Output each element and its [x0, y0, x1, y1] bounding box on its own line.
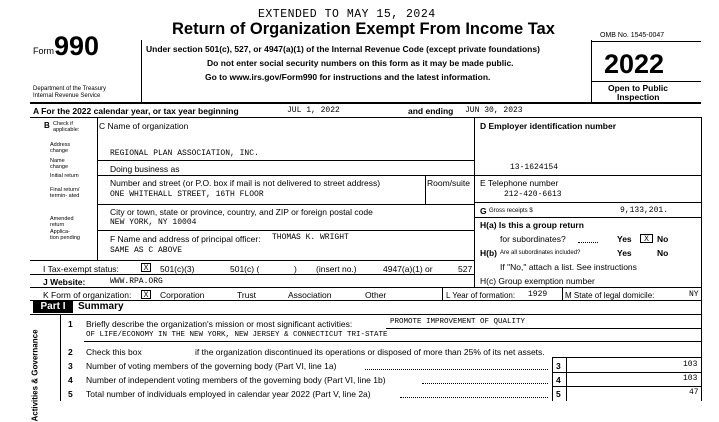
- organization-name: REGIONAL PLAN ASSOCIATION, INC.: [110, 149, 259, 158]
- ha-leader-dots: [578, 242, 598, 243]
- opt-527: 527: [458, 264, 473, 274]
- right-edge: [701, 117, 702, 401]
- tax-year-end: JUN 30, 2023: [465, 106, 523, 115]
- room-divider: [425, 175, 426, 204]
- line3-top: [552, 357, 701, 358]
- line4-number: 4: [68, 375, 73, 385]
- ssn-notice: Do not enter social security numbers on this form as it may be made public.: [207, 58, 514, 68]
- g-label: G: [480, 206, 487, 216]
- hb-no: No: [657, 248, 669, 258]
- opt-501c-close: ): [294, 264, 297, 274]
- tax-year-begin: JUL 1, 2022: [287, 106, 340, 115]
- check-if-applicable: Check if applicable:: [53, 121, 80, 133]
- b-amended-return[interactable]: Amended return: [50, 216, 74, 228]
- omb-underline: [591, 41, 701, 42]
- street-address: ONE WHITEHALL STREET, 16TH FLOOR: [110, 190, 264, 199]
- c-row-line-1: [97, 160, 474, 161]
- website-value: WWW.RPA.ORG: [110, 277, 163, 286]
- tax-exempt-label: I Tax-exempt status:: [43, 264, 119, 274]
- line2-number: 2: [68, 347, 73, 357]
- section-b-label: B: [44, 121, 50, 130]
- c-d-divider: [474, 117, 475, 260]
- doing-business-as: Doing business as: [110, 164, 180, 174]
- b-name-change[interactable]: Name change: [50, 158, 69, 170]
- opt-trust: Trust: [237, 290, 257, 300]
- tax-year: 2022: [604, 49, 665, 79]
- hb-label: H(b): [480, 248, 497, 258]
- hc-label: H(c) Group exemption number: [480, 276, 595, 286]
- mission-underline-2: [84, 341, 701, 342]
- d-row-line-3: [474, 217, 701, 218]
- opt-corporation: Corporation: [160, 290, 205, 300]
- form-of-org-label: K Form of organization:: [43, 290, 132, 300]
- form-subtitle: Under section 501(c), 527, or 4947(a)(1) of the Internal Revenue Code (except private foundations): [146, 44, 540, 54]
- line5-leader: [400, 397, 548, 398]
- m-divider: [562, 287, 563, 300]
- omb-number: OMB No. 1545-0047: [600, 32, 665, 39]
- line3-box: 3: [556, 361, 561, 371]
- telephone-label: E Telephone number: [480, 178, 559, 188]
- city-state-zip: NEW YORK, NY 10004: [110, 218, 197, 227]
- opt-other: Other: [365, 290, 387, 300]
- part1-header-bottom: [30, 314, 701, 315]
- corporation-checkbox[interactable]: X: [141, 290, 151, 299]
- line5-number: 5: [68, 389, 73, 399]
- b-address-change[interactable]: Address change: [50, 142, 71, 154]
- irs-link-notice: Go to www.irs.gov/Form990 for instructions and the latest information.: [205, 72, 491, 82]
- box-col-right: [566, 357, 567, 401]
- b-application-pending[interactable]: Applica- tion pending: [50, 229, 80, 241]
- part1-top: [30, 300, 701, 301]
- state-domicile-label: M State of legal domicile:: [565, 291, 655, 300]
- mission-underline-1: [386, 328, 701, 329]
- line3-leader: [365, 369, 548, 370]
- d-row-line-1: [474, 175, 701, 176]
- hb-subtext: Are all subordinates included?: [500, 250, 581, 256]
- header-bottom-rule: [30, 102, 701, 104]
- line4-leader: [422, 383, 548, 384]
- principal-officer-label: F Name and address of principal officer:: [110, 234, 261, 244]
- inspection: Inspection: [617, 92, 660, 102]
- line4-value: 103: [683, 374, 698, 383]
- line5-text: Total number of individuals employed in calendar year 2022 (Part V, line 2a): [86, 389, 371, 399]
- line1-text: Briefly describe the organization's mission or most significant activities:: [86, 319, 353, 329]
- ha-subtext: for subordinates?: [500, 234, 566, 244]
- c-row-line-2: [97, 175, 474, 176]
- city-label: City or town, state or province, country, and ZIP or foreign postal code: [110, 207, 373, 217]
- opt-501c3: 501(c)(3): [160, 264, 195, 274]
- ha-label: H(a) Is this a group return: [480, 220, 584, 230]
- website-label: J Website:: [43, 277, 86, 287]
- extension-notice: EXTENDED TO MAY 15, 2024: [258, 8, 436, 21]
- line4-text: Number of independent voting members of the governing body (Part VI, line 1b): [86, 375, 386, 385]
- line5-box: 5: [556, 389, 561, 399]
- telephone-value: 212-420-6613: [504, 190, 562, 199]
- line-k-top: [30, 287, 701, 288]
- ha-no-checkbox[interactable]: X: [640, 234, 653, 243]
- line-a-label: A For the 2022 calendar year, or tax year beginning: [33, 106, 239, 116]
- box-col-left: [552, 357, 553, 401]
- year-underline: [591, 81, 701, 82]
- c-row-line-4: [97, 230, 474, 231]
- line5-value: 47: [689, 388, 699, 397]
- opt-501c: 501(c) (: [230, 264, 260, 274]
- gross-receipts-value: 9,133,201.: [620, 206, 669, 215]
- state-domicile-value: NY: [689, 290, 699, 299]
- b-initial-return[interactable]: Initial return: [50, 173, 79, 179]
- ein-label: D Employer identification number: [480, 121, 617, 131]
- hc-divider: [474, 260, 475, 287]
- principal-officer-name: THOMAS K. WRIGHT: [272, 233, 349, 242]
- side-label-activities: Activities & Governance: [30, 329, 40, 422]
- b-final-return[interactable]: Final return/ termin- ated: [50, 187, 80, 199]
- c-row-line-3: [97, 204, 474, 205]
- c-name-label: C Name of organization: [99, 121, 189, 131]
- form-label: Form: [33, 46, 54, 56]
- mission-line-2: OF LIFE/ECONOMY IN THE NEW YORK, NEW JERSEY & CONNECTICUT TRI-STATE: [86, 331, 388, 339]
- line2-checkbox[interactable]: [148, 346, 158, 355]
- line-i-top: [30, 260, 474, 261]
- line2-text-rest: if the organization discontinued its operations or disposed of more than 25% of its net assets.: [195, 347, 545, 357]
- opt-association: Association: [288, 290, 332, 300]
- ein-value: 13-1624154: [510, 163, 559, 172]
- line3-number: 3: [68, 361, 73, 371]
- year-formation-label: L Year of formation:: [446, 291, 516, 300]
- line1-number: 1: [68, 319, 73, 329]
- hb-yes: Yes: [617, 248, 632, 258]
- room-suite-label: Room/suite: [427, 178, 470, 188]
- line2-text: Check this box: [86, 347, 142, 357]
- part1-tag: Part I: [33, 301, 73, 313]
- form-number: 990: [54, 31, 100, 61]
- open-public: Open to Public: [608, 83, 668, 93]
- line4-box: 4: [556, 375, 561, 385]
- year-formation-value: 1929: [528, 290, 548, 299]
- ha-yes: Yes: [617, 234, 632, 244]
- principal-officer-address: SAME AS C ABOVE: [110, 246, 183, 255]
- line5-top: [552, 386, 701, 387]
- line-a-bottom: [30, 117, 701, 118]
- d-row-line-2: [474, 202, 701, 203]
- street-label: Number and street (or P.O. box if mail is not delivered to street address): [110, 178, 381, 188]
- line-j-top: [30, 274, 474, 275]
- header-divider-left: [141, 40, 142, 102]
- b-c-divider: [97, 117, 98, 260]
- line3-text: Number of voting members of the governing body (Part VI, line 1a): [86, 361, 337, 371]
- form-title: Return of Organization Exempt From Income Tax: [172, 20, 555, 38]
- and-ending-label: and ending: [408, 106, 454, 116]
- mission-line-1: PROMOTE IMPROVEMENT OF QUALITY: [390, 318, 526, 326]
- l-divider: [442, 287, 443, 300]
- hb-note: If "No," attach a list. See instructions: [500, 262, 637, 272]
- line3-value: 103: [683, 360, 698, 369]
- 501c3-checkbox[interactable]: X: [141, 263, 151, 272]
- opt-4947: 4947(a)(1) or: [383, 264, 433, 274]
- part1-title: Summary: [78, 301, 124, 312]
- ha-no: No: [657, 234, 669, 244]
- irs-label: Internal Revenue Service: [33, 93, 101, 99]
- side-divider: [60, 314, 61, 401]
- line4-top: [552, 372, 701, 373]
- header-divider-right: [591, 40, 592, 102]
- dept-treasury: Department of the Treasury: [33, 86, 107, 92]
- insert-no-label: (insert no.): [316, 264, 357, 274]
- gross-receipts-label: Gross receipts $: [489, 208, 533, 214]
